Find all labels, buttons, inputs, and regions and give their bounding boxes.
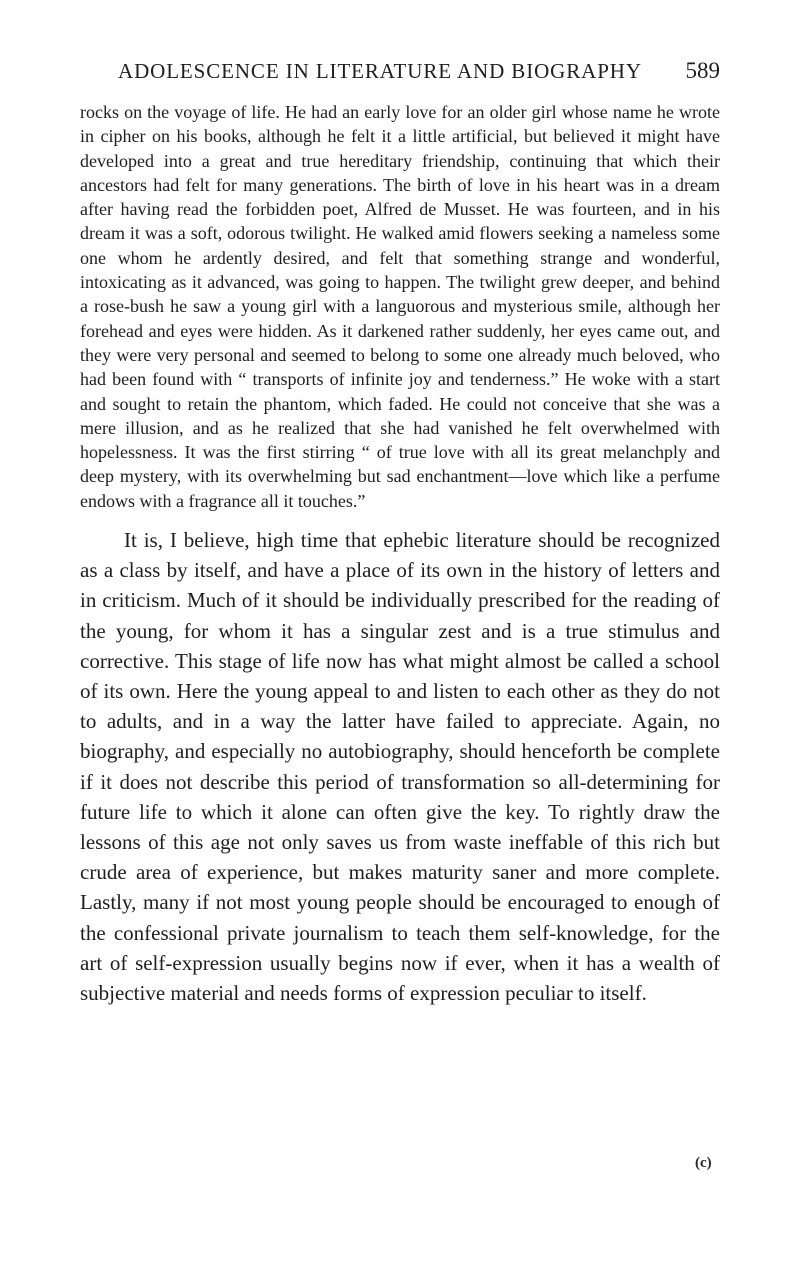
page-number: 589 <box>685 58 720 83</box>
running-header <box>118 58 720 88</box>
main-paragraph: It is, I believe, high time that ephebic literature should be recognized as a class by itself, and have a place of its own in the history of letters and in criticism. Much of it should be individually prescribed for the reading of the young, for whom it has a singular zest and is a true stimulus and corrective. This stage of life now has what might almost be called a school of its own. Here the young appeal to and listen to each other as they do not to adults, and in a way the latter have failed to appreciate. Again, no biography, and especially no autobiography, should henceforth be complete if it does not describe this period of transformation so all-determining for future life to which it alone can often give the key. To rightly draw the lessons of this age not only saves us from waste ineffable of this rich but crude area of experience, but makes maturity saner and more complete. Lastly, many if not most young people should be encouraged to enough of the confessional private journalism to teach them self-knowledge, for the art of self-expression usually begins now if ever, when it has a wealth of subjective material and needs forms of expression peculiar to itself. <box>80 528 720 1006</box>
running-head-title: ADOLESCENCE IN LITERATURE AND BIOGRAPHY <box>118 59 642 83</box>
quoted-paragraph: rocks on the voyage of life. He had an early love for an older girl whose name he wrote in cipher on his books, although he felt it a little artificial, but believed it might have developed into a great and true hereditary friendship, continuing that which their ancestors had felt for many generations. The birth of love in his heart was in a dream after having read the forbidden poet, Alfred de Musset. He was fourteen, and in his dream it was a soft, odorous twilight. He walked amid flowers seeking a nameless some one whom he ardently desired, and felt that something strange and wonderful, intoxicating as it advanced, was going to happen. The twilight grew deeper, and behind a rose-bush he saw a young girl with a languorous and mysterious smile, although her forehead and eyes were hidden. As it darkened rather suddenly, her eyes came out, and they were very personal and seemed to belong to some one already much beloved, who had been found with “ transports of infinite joy and tenderness.” He woke with a start and sought to retain the phantom, which faded. He could not conceive that she was a mere illusion, and as he realized that she had vanished he felt overwhelmed with hopelessness. It was the first stirring “ of true love with all its great melanchply and deep mystery, with its overwhelming but sad enchantment—love which like a perfume endows with a fragrance all it touches.” <box>80 102 720 511</box>
signature-mark: (c) <box>695 1155 712 1171</box>
book-page <box>80 58 720 1008</box>
